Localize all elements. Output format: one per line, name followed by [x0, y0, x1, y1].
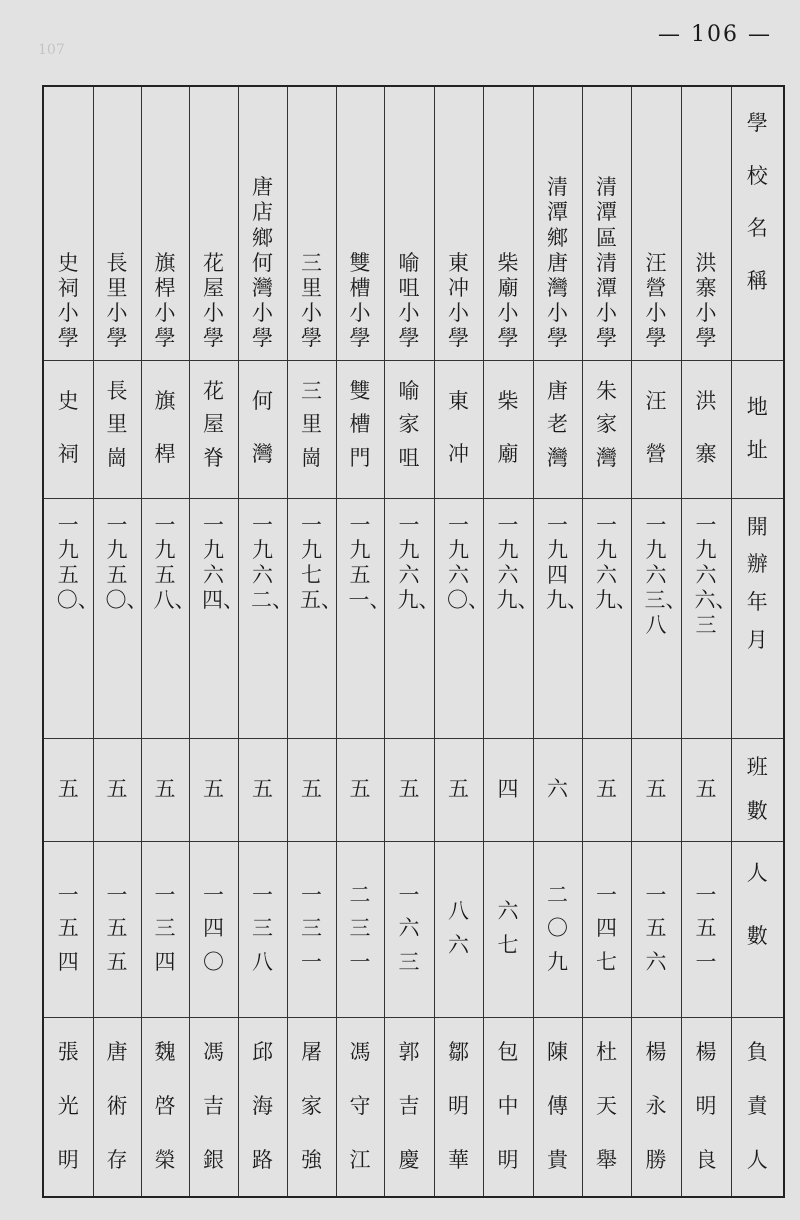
address-cell: 汪營: [631, 360, 681, 498]
founded-cell: 一九六二、: [238, 498, 287, 738]
principal-cell: 屠家強: [287, 1017, 336, 1197]
school-name-cell: 三里小學: [287, 86, 336, 360]
header-founded: 開辦年月: [731, 498, 784, 738]
school-name-cell: 柴廟小學: [483, 86, 533, 360]
header-principal: 負責人: [731, 1017, 784, 1197]
row-principal: [43, 1017, 784, 1197]
principal-cell: 陳傳貴: [533, 1017, 582, 1197]
founded-cell: 一九六九、: [582, 498, 631, 738]
address-cell: 三里崗: [287, 360, 336, 498]
students-cell: 二三一: [336, 841, 384, 1017]
classes-cell: 五: [681, 738, 731, 841]
founded-cell: 一九六四、: [189, 498, 238, 738]
students-cell: 二〇九: [533, 841, 582, 1017]
founded-cell: 一九六三、八: [631, 498, 681, 738]
classes-cell: 五: [336, 738, 384, 841]
school-name-cell: 長里小學: [93, 86, 141, 360]
students-cell: 一三一: [287, 841, 336, 1017]
students-cell: 六七: [483, 841, 533, 1017]
header-students: 人數: [731, 841, 784, 1017]
founded-cell: 一九五一、: [336, 498, 384, 738]
students-cell: 一六三: [384, 841, 434, 1017]
classes-cell: 五: [287, 738, 336, 841]
address-cell: 柴廟: [483, 360, 533, 498]
header-classes: 班數: [731, 738, 784, 841]
students-cell: 一五五: [93, 841, 141, 1017]
row-classes: [43, 738, 784, 841]
school-name-cell: 喻咀小學: [384, 86, 434, 360]
row-founded: [43, 498, 784, 738]
school-name-cell: 花屋小學: [189, 86, 238, 360]
founded-cell: 一九五〇、: [43, 498, 93, 738]
classes-cell: 五: [238, 738, 287, 841]
founded-cell: 一九五八、: [141, 498, 189, 738]
principal-cell: 楊永勝: [631, 1017, 681, 1197]
school-name-cell: 史祠小學: [43, 86, 93, 360]
address-cell: 花屋脊: [189, 360, 238, 498]
students-cell: 八六: [434, 841, 483, 1017]
students-cell: 一四七: [582, 841, 631, 1017]
header-school-name: 學校名稱: [731, 86, 784, 360]
address-cell: 史祠: [43, 360, 93, 498]
principal-cell: 魏啓榮: [141, 1017, 189, 1197]
address-cell: 旗桿: [141, 360, 189, 498]
school-name-cell: 東冲小學: [434, 86, 483, 360]
principal-cell: 唐術存: [93, 1017, 141, 1197]
founded-cell: 一九七五、: [287, 498, 336, 738]
school-name-cell: 唐店鄉何灣小學: [238, 86, 287, 360]
founded-cell: 一九六九、: [384, 498, 434, 738]
students-cell: 一三八: [238, 841, 287, 1017]
school-name-cell: 旗桿小學: [141, 86, 189, 360]
founded-cell: 一九四九、: [533, 498, 582, 738]
row-school-name: [43, 86, 784, 360]
header-address: 地址: [731, 360, 784, 498]
classes-cell: 五: [141, 738, 189, 841]
founded-cell: 一九五〇、: [93, 498, 141, 738]
principal-cell: 楊明良: [681, 1017, 731, 1197]
address-cell: 唐老灣: [533, 360, 582, 498]
address-cell: 洪寨: [681, 360, 731, 498]
classes-cell: 五: [43, 738, 93, 841]
principal-cell: 馮守江: [336, 1017, 384, 1197]
principal-cell: 鄒明華: [434, 1017, 483, 1197]
school-name-cell: 清潭區清潭小學: [582, 86, 631, 360]
address-cell: 朱家灣: [582, 360, 631, 498]
address-cell: 長里崗: [93, 360, 141, 498]
classes-cell: 五: [384, 738, 434, 841]
school-name-cell: 汪營小學: [631, 86, 681, 360]
school-name-cell: 洪寨小學: [681, 86, 731, 360]
address-cell: 東冲: [434, 360, 483, 498]
classes-cell: 五: [631, 738, 681, 841]
classes-cell: 五: [93, 738, 141, 841]
principal-cell: 包中明: [483, 1017, 533, 1197]
bleed-through-text: 107: [38, 42, 65, 58]
school-name-cell: 清潭鄉唐灣小學: [533, 86, 582, 360]
principal-cell: 張光明: [43, 1017, 93, 1197]
row-students: [43, 841, 784, 1017]
principal-cell: 杜天舉: [582, 1017, 631, 1197]
principal-cell: 馮吉銀: [189, 1017, 238, 1197]
founded-cell: 一九六六、三: [681, 498, 731, 738]
students-cell: 一五一: [681, 841, 731, 1017]
founded-cell: 一九六九、: [483, 498, 533, 738]
classes-cell: 五: [582, 738, 631, 841]
classes-cell: 五: [189, 738, 238, 841]
students-cell: 一四〇: [189, 841, 238, 1017]
students-cell: 一五四: [43, 841, 93, 1017]
principal-cell: 郭吉慶: [384, 1017, 434, 1197]
principal-cell: 邱海路: [238, 1017, 287, 1197]
students-cell: 一五六: [631, 841, 681, 1017]
school-name-cell: 雙槽小學: [336, 86, 384, 360]
classes-cell: 六: [533, 738, 582, 841]
page-number: — 106 —: [658, 22, 772, 47]
school-table: [42, 85, 785, 1198]
row-address: [43, 360, 784, 498]
students-cell: 一三四: [141, 841, 189, 1017]
address-cell: 何灣: [238, 360, 287, 498]
classes-cell: 五: [434, 738, 483, 841]
founded-cell: 一九六〇、: [434, 498, 483, 738]
address-cell: 喻家咀: [384, 360, 434, 498]
address-cell: 雙槽門: [336, 360, 384, 498]
classes-cell: 四: [483, 738, 533, 841]
